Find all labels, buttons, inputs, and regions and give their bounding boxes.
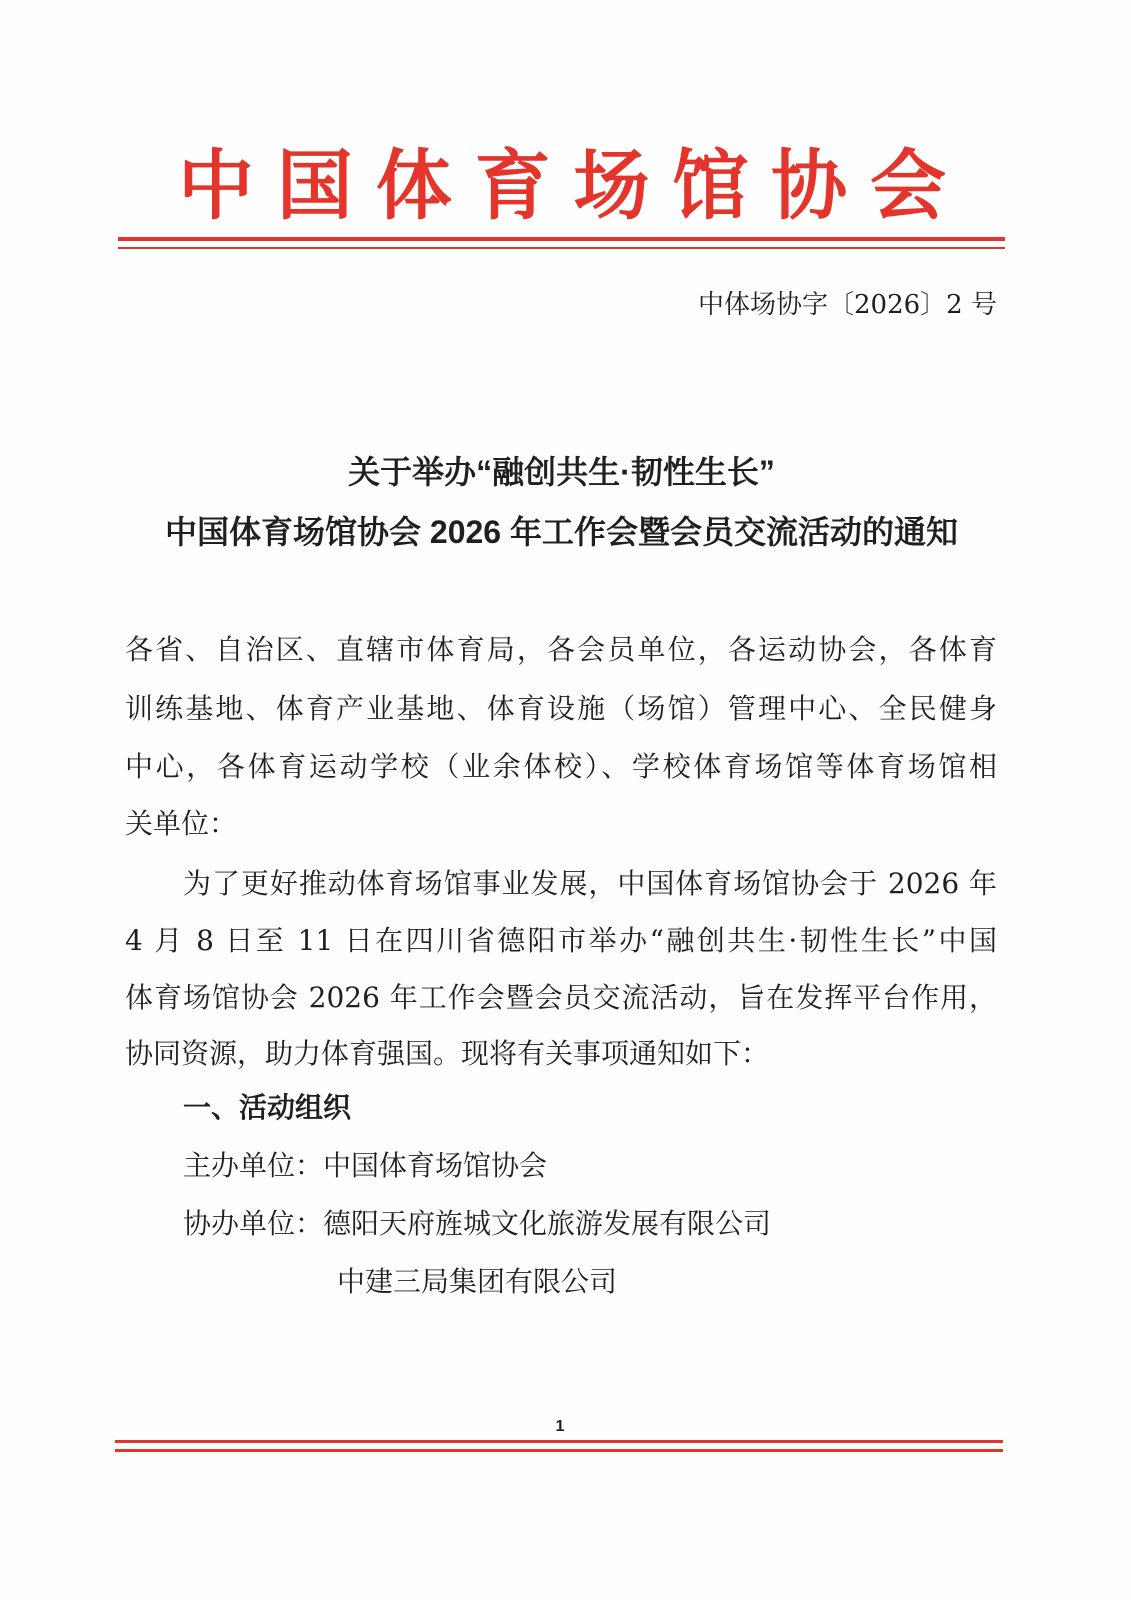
salutation-line: 中心，各体育运动学校（业余体校）、学校体育场馆等体育场馆相 — [125, 750, 997, 783]
salutation-line: 训练基地、体育产业基地、体育设施（场馆）管理中心、全民健身 — [125, 692, 997, 725]
intro-paragraph-line: 体育场馆协会 2026 年工作会暨会员交流活动，旨在发挥平台作用， — [125, 981, 997, 1014]
host-row — [183, 1146, 997, 1186]
header-red-rule-thick — [118, 237, 1005, 241]
intro-paragraph-line: 为了更好推动体育场馆事业发展，中国体育场馆协会于 2026 年 — [183, 867, 997, 900]
organization-header: 中国体育场馆协会 — [178, 141, 946, 230]
co-host-label: 协办单位： — [183, 1207, 324, 1240]
document-number: 中体场协字〔2026〕2 号 — [698, 290, 997, 320]
section-heading: 一、活动组织 — [183, 1092, 352, 1123]
notice-title-line-2: 中国体育场馆协会 2026 年工作会暨会员交流活动的通知 — [165, 514, 958, 550]
footer-red-rule-lower — [115, 1449, 1003, 1452]
salutation-line: 各省、自治区、直辖市体育局，各会员单位，各运动协会，各体育 — [125, 633, 997, 666]
footer-red-rule-upper — [115, 1440, 1003, 1443]
host-label: 主办单位： — [183, 1149, 324, 1182]
intro-paragraph-line: 协同资源，助力体育强国。现将有关事项通知如下： — [125, 1037, 770, 1070]
salutation-line: 关单位： — [125, 807, 238, 840]
page-number: 1 — [555, 1418, 565, 1435]
notice-title-line-1: 关于举办“融创共生·韧性生长” — [348, 454, 775, 490]
host-value: 中国体育场馆协会 — [323, 1149, 548, 1182]
co-host-value: 德阳天府旌城文化旅游发展有限公司 — [323, 1207, 772, 1240]
header-red-rule-thin — [118, 247, 1005, 249]
co-host-row — [183, 1204, 997, 1244]
co-host-value: 中建三局集团有限公司 — [337, 1265, 618, 1298]
intro-paragraph-line: 4 月 8 日至 11 日在四川省德阳市举办“融创共生·韧性生长”中国 — [125, 924, 997, 957]
